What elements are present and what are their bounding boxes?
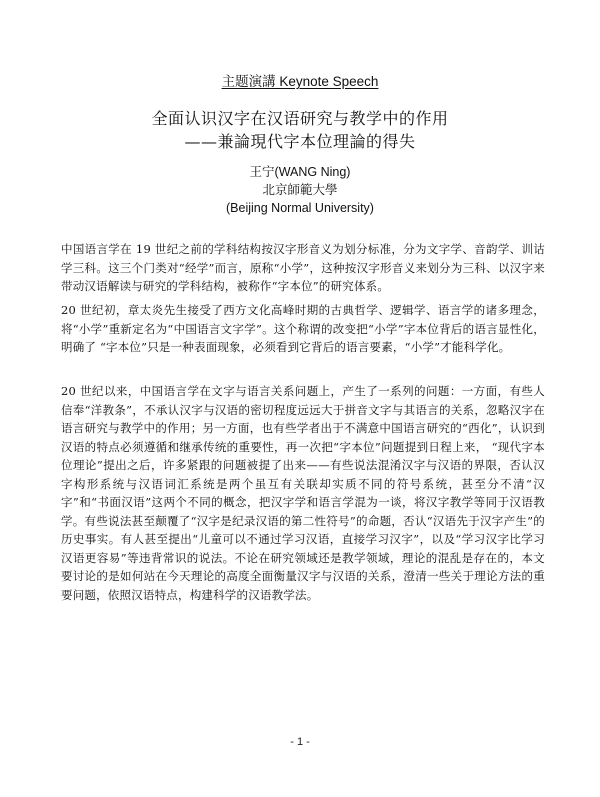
keynote-label: 主题演講 Keynote Speech [221,74,379,89]
keynote-heading [0,73,600,91]
author-affiliation-cn: 北京師範大學 [262,183,338,197]
author-affiliation-en: (Beijing Normal University) [226,201,374,215]
paragraph-2: 20 世纪初，章太炎先生接受了西方文化高峰时期的古典哲学、逻辑学、语言学的诸多理念，将“小学”重新定名为“中国语言文字学”。这个称谓的改变把“小学”字本位背后的语言显性化，明确了 “字本位”只是一种表面现象，必须看到它背后的语言要素，“小学”才能科学化。 [61,303,545,354]
paragraph-3: 20 世纪以来，中国语言学在文字与语言关系问题上，产生了一系列的问题：一方面，有些人信奉“洋教条”，不承认汉字与汉语的密切程度远远大于拼音文字与其语言的关系，忽略汉字在语言研究与教学中的作用；另一方面，也有些学者出于不满意中国语言研究的“西化”，认识到汉语的特点必须遵循和继承传统的重要性，再一次把“字本位”问题提到日程上来， “现代字本位理论”提出之后，许多紧跟的问题被提了出来——有些说法混淆汉字与汉语的界限，否认汉字构形系统与汉语词汇系统是两个虽互有关联却实质不同的符号系统，甚至分不清“汉字”和“书面汉语”这两个不同的概念，把汉字学和语言学混为一谈，将汉字教学等同于汉语教学。有些说法甚至颠覆了“汉字是纪录汉语的第二性符号”的命题，否认“汉语先于汉字产生”的历史事实。有人甚至提出“儿童可以不通过学习汉语，直接学习汉字”，以及“学习汉字比学习汉语更容易”等违背常识的说法。不论在研究领域还是教学领域，理论的混乱是存在的，本文要讨论的是如何站在今天理论的高度全面衡量汉字与汉语的关系，澄清一些关于理论方法的重要问题，依照汉语特点，构建科学的汉语教学法。 [61,384,545,602]
paper-title [0,107,600,153]
author-info [0,163,600,217]
paragraph-1: 中国语言学在 19 世纪之前的学科结构按汉字形音义为划分标准，分为文字学、音韵学、训诂学三科。这三个门类对“经学”而言，原称“小学”，这种按汉字形音义来划分为三科、以汉字来带动汉语解读与研究的学科结构，被称作“字本位”的研究体系。 [61,242,545,293]
page-number: - 1 - [290,736,310,748]
title-line-1: 全面认识汉字在汉语研究与教学中的作用 [151,109,449,128]
title-line-2: ——兼論現代字本位理論的得失 [184,132,416,151]
author-name: 王宁(WANG Ning) [249,165,351,179]
